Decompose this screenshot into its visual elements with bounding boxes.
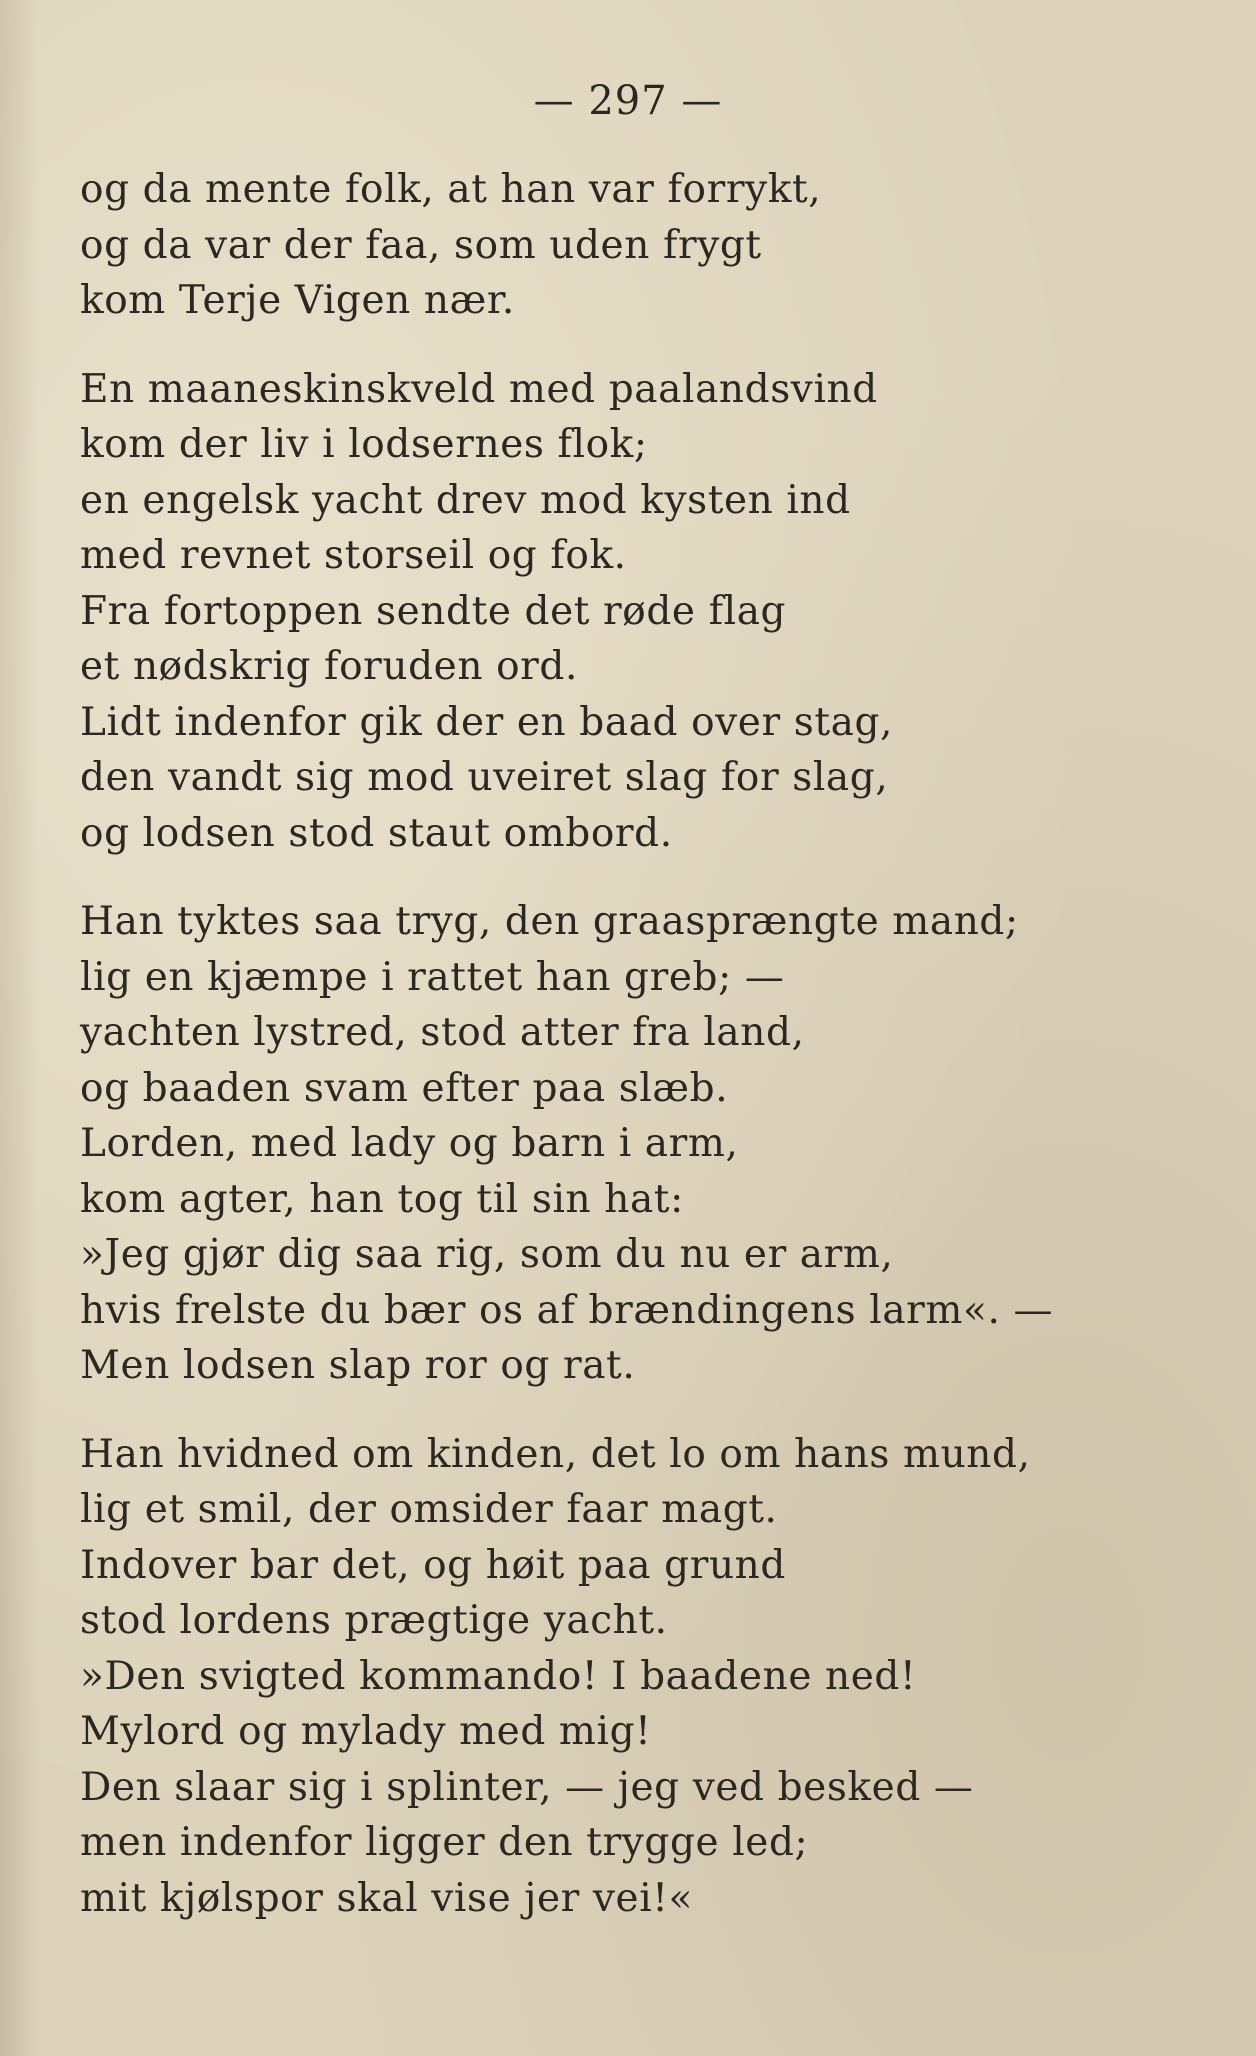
- poem-line: Han tyktes saa tryg, den graasprængte mand;: [80, 899, 1019, 944]
- poem-line: yachten lystred, stod atter fra land,: [80, 1010, 805, 1055]
- poem-line: Den slaar sig i splinter, — jeg ved besked —: [80, 1764, 974, 1810]
- poem-line: men indenfor ligger den trygge led;: [80, 1820, 809, 1865]
- poem-line: og lodsen stod staut ombord.: [80, 810, 673, 856]
- poem-line: og baaden svam efter paa slæb.: [80, 1065, 729, 1111]
- poem-line: en engelsk yacht drev mod kysten ind: [80, 477, 851, 523]
- stanza: [80, 894, 1200, 1394]
- poem-line: kom agter, han tog til sin hat:: [80, 1176, 684, 1222]
- poem-line: Mylord og mylady med mig!: [80, 1709, 652, 1754]
- stanza: [80, 1427, 1200, 1927]
- poem-line: Men lodsen slap ror og rat.: [80, 1343, 636, 1388]
- stanza: [80, 162, 1200, 329]
- poem-line: og da mente folk, at han var forrykt,: [80, 167, 822, 212]
- poem-line: og da var der faa, som uden frygt: [80, 222, 762, 268]
- poem-line: kom Terje Vigen nær.: [80, 278, 515, 323]
- poem-line: hvis frelste du bær os af brændingens larm«. —: [80, 1287, 1054, 1333]
- poem-line: med revnet storseil og fok.: [80, 533, 627, 578]
- poem-line: Indover bar det, og høit paa grund: [80, 1542, 786, 1588]
- poem-line: et nødskrig foruden ord.: [80, 644, 578, 689]
- poem-line: »Jeg gjør dig saa rig, som du nu er arm,: [80, 1232, 894, 1277]
- poem-text: [80, 162, 1200, 1959]
- poem-line: Lidt indenfor gik der en baad over stag,: [80, 699, 894, 745]
- poem-line: Fra fortoppen sendte det røde flag: [80, 588, 787, 634]
- poem-line: stod lordens prægtige yacht.: [80, 1598, 668, 1643]
- poem-line: kom der liv i lodsernes flok;: [80, 422, 648, 467]
- poem-line: Lorden, med lady og barn i arm,: [80, 1121, 739, 1166]
- poem-line: den vandt sig mod uveiret slag for slag,: [80, 755, 889, 800]
- poem-line: lig en kjæmpe i rattet han greb; —: [80, 954, 785, 1000]
- poem-line: Han hvidned om kinden, det lo om hans mund,: [80, 1431, 1031, 1477]
- page-number: — 297 —: [533, 78, 723, 124]
- poem-line: mit kjølspor skal vise jer vei!«: [80, 1875, 693, 1921]
- poem-line: »Den svigted kommando! I baadene ned!: [80, 1653, 917, 1699]
- stanza: [80, 362, 1200, 862]
- poem-line: En maaneskinskveld med paalandsvind: [80, 366, 878, 412]
- poem-line: lig et smil, der omsider faar magt.: [80, 1487, 778, 1532]
